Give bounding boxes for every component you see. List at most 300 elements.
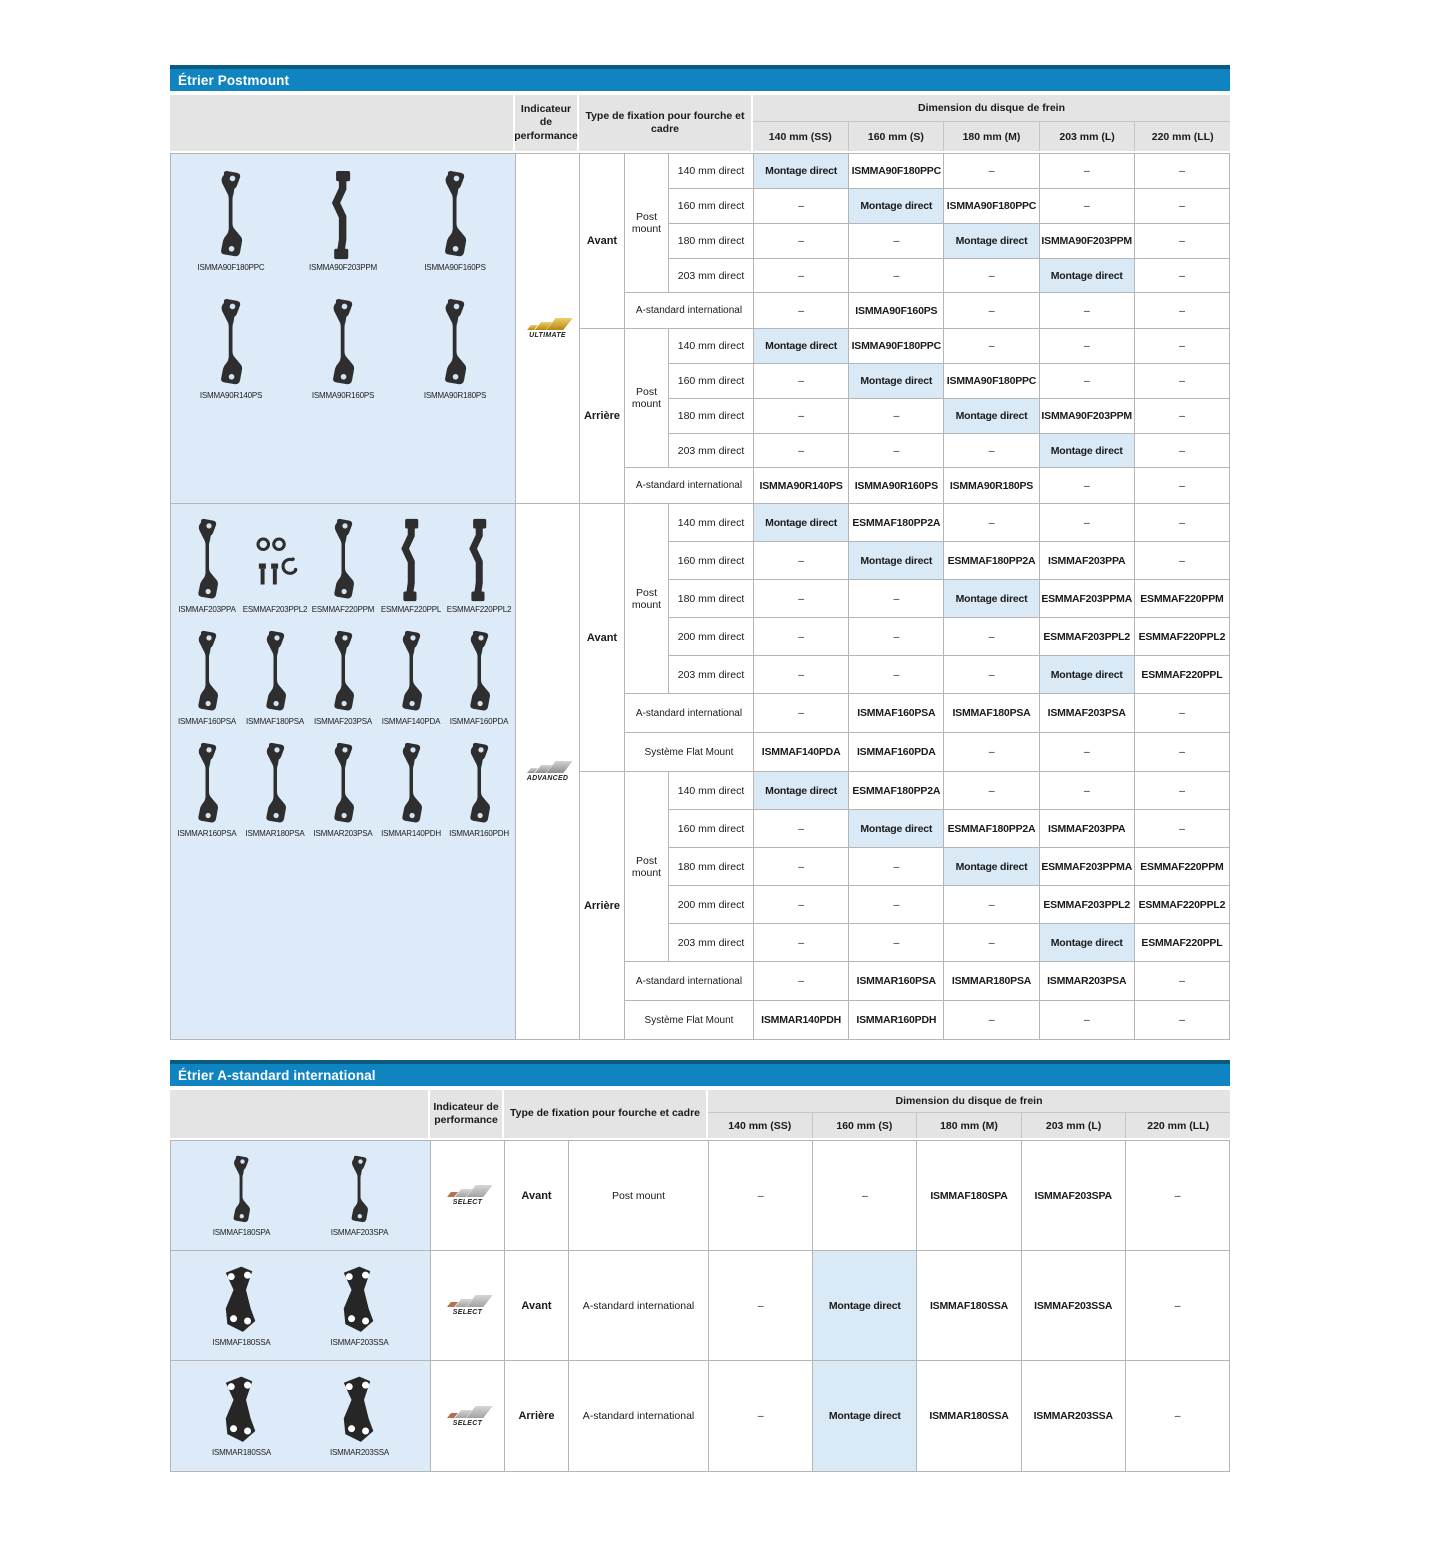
postmount-table — [170, 65, 1230, 1040]
orientation-label: Arrière — [580, 772, 625, 1039]
matrix-cell: ISMMA90F203PPM — [1040, 224, 1135, 258]
product-label: ESMMAF220PPL2 — [446, 605, 512, 614]
matrix-cell: Montage direct — [754, 772, 849, 809]
matrix-cell: – — [754, 886, 849, 923]
a-standard-table-body — [170, 1140, 1230, 1472]
matrix-cell: ESMMAF203PPL2 — [1040, 886, 1135, 923]
performance-indicator-cell — [431, 1361, 505, 1471]
adapter-image — [218, 1265, 265, 1335]
orientation-label: Avant — [580, 154, 625, 328]
matrix-row — [625, 293, 1229, 328]
orientation-label: Avant — [580, 504, 625, 771]
matrix-cell: – — [1179, 164, 1185, 177]
matrix-cell: ESMMAF203PPL2 — [1040, 618, 1135, 655]
product-label: ISMMA90F203PPM — [309, 263, 377, 272]
matrix-cell: Montage direct — [944, 224, 1039, 258]
matrix-cell: ISMMAR203PSA — [1040, 962, 1135, 1000]
disc-size-header: 160 mm (S) — [849, 122, 945, 151]
matrix-cell: – — [1179, 1014, 1185, 1027]
product-photo — [243, 630, 307, 726]
matrix-cell: ESMMAF180PP2A — [849, 772, 944, 809]
adapter-image — [324, 742, 363, 826]
product-row — [171, 630, 515, 726]
matrix-cell: – — [944, 329, 1039, 363]
adapter-image — [244, 518, 305, 602]
adapter-image — [210, 298, 251, 388]
caliper-row — [171, 1251, 1229, 1361]
a-standard-table — [170, 1060, 1230, 1472]
matrix-cell: ISMMAF180SPA — [917, 1141, 1021, 1250]
matrix-cell: – — [1179, 199, 1185, 212]
rotor-size-label: 200 mm direct — [669, 618, 754, 655]
product-label: ISMMAF180PSA — [245, 717, 305, 726]
matrix-cell: – — [1179, 444, 1185, 457]
matrix-cell: ISMMAF160PDA — [849, 733, 944, 771]
matrix-cell: ESMMAF180PP2A — [944, 810, 1039, 847]
rotor-size-label: 140 mm direct — [669, 329, 754, 363]
matrix-row — [669, 848, 1229, 886]
matrix-cell: ISMMAR203SSA — [1022, 1361, 1126, 1471]
product-photo — [447, 518, 511, 614]
product-label: ISMMAR203SSA — [330, 1448, 389, 1457]
product-gallery — [171, 1141, 431, 1250]
matrix-cell: ISMMA90F180PPC — [944, 189, 1039, 223]
product-gallery — [171, 1361, 431, 1471]
badge-arrows-icon — [447, 1185, 488, 1197]
badge-arrows-icon — [447, 1406, 488, 1418]
fixation-type-label: Système Flat Mount — [625, 1001, 754, 1039]
matrix-cell: ISMMA90R180PS — [944, 468, 1039, 503]
badge-label: SELECT — [452, 1309, 483, 1316]
disc-size-header: 220 mm (LL) — [1151, 130, 1214, 143]
matrix-cell: – — [1040, 504, 1135, 541]
matrix-cell: – — [944, 772, 1039, 809]
matrix-cell: – — [849, 656, 944, 693]
orientation-label: Arrière — [505, 1361, 569, 1471]
product-photo — [194, 1265, 289, 1347]
disc-size-header: 203 mm (L) — [1040, 122, 1136, 151]
postmount-table-title: Étrier Postmount — [170, 65, 1230, 91]
matrix-cell: – — [754, 656, 849, 693]
header-fixation-type: Type de fixation pour fourche et cadre — [504, 1090, 708, 1138]
product-photo — [312, 1375, 407, 1457]
rotor-size-label: 203 mm direct — [669, 656, 754, 693]
adapter-image — [188, 742, 227, 826]
adapter-image — [322, 170, 363, 260]
matrix-cell: ISMMAF203PSA — [1040, 694, 1135, 732]
matrix-row — [669, 399, 1229, 434]
product-gallery — [171, 504, 516, 1039]
rotor-size-label: 140 mm direct — [669, 504, 754, 541]
matrix-cell: – — [944, 259, 1039, 293]
fixation-type-label: A-standard international — [625, 293, 754, 328]
a-standard-table-header — [170, 1090, 1230, 1138]
matrix-cell: – — [754, 694, 849, 732]
product-photo — [403, 170, 507, 272]
product-photo — [194, 1155, 289, 1237]
product-photo — [175, 518, 239, 614]
a-standard-table-title: Étrier A-standard international — [170, 1060, 1230, 1086]
catalog-page — [170, 65, 1230, 1472]
matrix-cell: ISMMAF140PDA — [754, 733, 849, 771]
performance-badge-select — [447, 1295, 488, 1316]
matrix-row — [669, 542, 1229, 580]
matrix-cell: ISMMAF160PSA — [849, 694, 944, 732]
fixation-type-label: Système Flat Mount — [625, 733, 754, 771]
matrix-cell: – — [1040, 364, 1135, 398]
product-label: ISMMAF203PSA — [313, 717, 373, 726]
product-photo — [447, 742, 511, 838]
disc-size-header: 160 mm (S) — [813, 1113, 918, 1138]
fixation-type-label: Post mount — [569, 1141, 709, 1250]
matrix-cell: – — [944, 733, 1039, 771]
matrix-cell: Montage direct — [849, 189, 944, 223]
rotor-size-label: 180 mm direct — [669, 224, 754, 258]
matrix-cell: – — [754, 542, 849, 579]
matrix-cell: Montage direct — [754, 504, 849, 541]
postmount-table-body — [170, 153, 1230, 1040]
matrix-cell: – — [754, 293, 849, 328]
matrix-cell: – — [754, 810, 849, 847]
matrix-cell: – — [849, 259, 944, 293]
matrix-cell: – — [754, 962, 849, 1000]
matrix-cell: – — [754, 924, 849, 961]
rotor-size-label: 140 mm direct — [669, 772, 754, 809]
matrix-cell: – — [1174, 1299, 1181, 1312]
matrix-cell: – — [1040, 1001, 1135, 1039]
performance-badge-select — [447, 1406, 488, 1427]
adapter-image — [188, 630, 227, 714]
product-label: ISMMA90F180PPC — [197, 263, 265, 272]
matrix-cell: – — [709, 1251, 813, 1360]
matrix-cell: – — [1179, 374, 1185, 387]
header-disc-dimension-title: Dimension du disque de frein — [708, 1090, 1230, 1113]
header-disc-dimension — [753, 95, 1230, 151]
matrix-cell: – — [754, 189, 849, 223]
matrix-cell: – — [849, 580, 944, 617]
badge-arrows-icon — [527, 318, 568, 330]
matrix-row — [669, 259, 1229, 293]
product-gallery — [171, 154, 516, 503]
mount-type-label: Post mount — [625, 154, 669, 292]
matrix-cell: – — [944, 656, 1039, 693]
header-fixation-type: Type de fixation pour fourche et cadre — [579, 95, 753, 151]
matrix-cell: – — [813, 1141, 917, 1250]
adapter-image — [188, 518, 227, 602]
performance-indicator-cell — [516, 504, 580, 1039]
matrix-cell: – — [754, 364, 849, 398]
disc-size-header: 220 mm (LL) — [1147, 1119, 1210, 1132]
adapter-image — [324, 518, 363, 602]
matrix-cell: – — [754, 580, 849, 617]
product-gallery — [171, 1251, 431, 1360]
adapter-image — [460, 518, 499, 602]
matrix-cell: ESMMAF203PPMA — [1040, 848, 1135, 885]
adapter-image — [218, 1375, 265, 1445]
matrix-cell: ESMMAF220PPL — [1141, 668, 1223, 681]
product-photo — [379, 742, 443, 838]
matrix-cell: – — [849, 886, 944, 923]
matrix-row — [669, 364, 1229, 399]
header-empty-cell — [170, 95, 515, 151]
matrix-cell: ESMMAF220PPM — [1140, 592, 1224, 605]
matrix-cell: ISMMAF180SSA — [917, 1251, 1021, 1360]
orientation-label: Avant — [505, 1141, 569, 1250]
product-label: ISMMAF203SSA — [330, 1337, 389, 1347]
matrix-cell: ESMMAF203PPMA — [1040, 580, 1135, 617]
matrix-cell: – — [1040, 468, 1135, 503]
matrix-cell: ISMMAF203SSA — [1022, 1251, 1126, 1360]
product-photo — [447, 630, 511, 726]
matrix-cell: – — [754, 399, 849, 433]
adapter-image — [210, 170, 251, 260]
matrix-cell: – — [1179, 409, 1185, 422]
orientation-group — [580, 772, 1229, 1039]
matrix-cell: ISMMA90F180PPC — [849, 154, 944, 188]
adapter-image — [392, 742, 431, 826]
product-label: ISMMA90R160PS — [311, 391, 375, 400]
matrix-cell: – — [1179, 554, 1185, 567]
disc-size-header: 203 mm (L) — [1022, 1113, 1127, 1138]
matrix-cell: – — [849, 924, 944, 961]
matrix-cell: ESMMAF220PPL2 — [1138, 898, 1226, 911]
mount-type-label: Post mount — [625, 772, 669, 961]
product-label: ISMMAF180SPA — [212, 1227, 271, 1237]
product-label: ISMMA90F160PS — [424, 263, 486, 272]
matrix-cell: – — [1179, 234, 1185, 247]
matrix-cell: ESMMAF220PPM — [1140, 860, 1224, 873]
rotor-size-label: 160 mm direct — [669, 189, 754, 223]
performance-badge-advanced — [527, 761, 569, 782]
matrix-cell: Montage direct — [944, 580, 1039, 617]
matrix-row — [669, 924, 1229, 961]
badge-label: ADVANCED — [526, 775, 569, 782]
product-label: ISMMAR160PSA — [177, 829, 237, 838]
matrix-cell: – — [1179, 479, 1185, 492]
matrix-cell: – — [944, 293, 1039, 328]
matrix-cell: – — [849, 848, 944, 885]
matrix-row — [669, 329, 1229, 364]
matrix-cell: Montage direct — [813, 1251, 917, 1360]
matrix-cell: – — [1040, 154, 1135, 188]
adapter-image — [322, 298, 363, 388]
matrix-cell: – — [754, 259, 849, 293]
matrix-row — [669, 810, 1229, 848]
matrix-cell: – — [1179, 784, 1185, 797]
product-photo — [175, 742, 239, 838]
performance-section — [171, 504, 1229, 1039]
matrix-cell: – — [1179, 516, 1185, 529]
matrix-cell: – — [1040, 293, 1135, 328]
matrix-cell: – — [944, 504, 1039, 541]
matrix-cell: ISMMAR160PDH — [849, 1001, 944, 1039]
performance-badge-select — [447, 1185, 488, 1206]
matrix-cell: ESMMAF180PP2A — [849, 504, 944, 541]
product-label: ESMMAF220PPM — [311, 605, 375, 614]
rotor-size-label: 203 mm direct — [669, 924, 754, 961]
product-label: ISMMA90R140PS — [199, 391, 263, 400]
matrix-cell: Montage direct — [944, 399, 1039, 433]
matrix-cell: ISMMAF180PSA — [944, 694, 1039, 732]
matrix-row — [669, 618, 1229, 656]
matrix-cell: ISMMA90F180PPC — [944, 364, 1039, 398]
matrix-cell: – — [849, 618, 944, 655]
matrix-cell: – — [1179, 304, 1185, 317]
matrix-cell: Montage direct — [849, 810, 944, 847]
matrix-cell: – — [944, 924, 1039, 961]
rotor-size-label: 203 mm direct — [669, 259, 754, 293]
matrix-cell: ESMMAF220PPL — [1141, 936, 1223, 949]
orientation-group — [580, 154, 1229, 329]
rotor-size-label: 140 mm direct — [669, 154, 754, 188]
mount-type-label: Post mount — [625, 329, 669, 467]
disc-size-header: 180 mm (M) — [917, 1113, 1022, 1138]
matrix-cell: ISMMAR160PSA — [849, 962, 944, 1000]
matrix-cell: – — [944, 154, 1039, 188]
product-label: ISMMAF160PDA — [449, 717, 509, 726]
product-photo — [179, 298, 283, 400]
adapter-image — [324, 630, 363, 714]
product-row — [171, 518, 515, 614]
adapter-image — [256, 742, 295, 826]
product-photo — [312, 1265, 407, 1347]
performance-indicator-cell — [431, 1251, 505, 1360]
adapter-image — [225, 1155, 257, 1225]
fixation-type-label: A-standard international — [569, 1361, 709, 1471]
product-label: ISMMAR180PSA — [245, 829, 305, 838]
product-photo — [291, 170, 395, 272]
matrix-row — [669, 154, 1229, 189]
product-row — [171, 298, 515, 400]
header-disc-size-row — [708, 1113, 1230, 1138]
performance-section — [171, 154, 1229, 504]
product-label: ESMMAF220PPL — [380, 605, 442, 614]
product-label: ISMMAR203PSA — [313, 829, 373, 838]
matrix-row — [669, 580, 1229, 618]
disc-size-header: 180 mm (M) — [944, 122, 1040, 151]
matrix-cell: – — [944, 1001, 1039, 1039]
matrix-row — [669, 772, 1229, 810]
rotor-size-label: 200 mm direct — [669, 886, 754, 923]
rotor-size-label: 180 mm direct — [669, 580, 754, 617]
product-photo — [403, 298, 507, 400]
matrix-cell: – — [754, 618, 849, 655]
product-label: ISMMAR160PDH — [449, 829, 509, 838]
matrix-cell: – — [849, 399, 944, 433]
matrix-cell: Montage direct — [944, 848, 1039, 885]
rotor-size-label: 203 mm direct — [669, 434, 754, 468]
matrix-cell: – — [944, 618, 1039, 655]
product-row — [171, 742, 515, 838]
matrix-cell: Montage direct — [849, 542, 944, 579]
matrix-cell: ISMMA90R140PS — [754, 468, 849, 503]
matrix-cell: ISMMAR180PSA — [944, 962, 1039, 1000]
adapter-image — [343, 1155, 375, 1225]
product-label: ISMMAF203PPA — [178, 605, 236, 614]
matrix-row — [625, 1001, 1229, 1039]
matrix-cell: – — [1179, 746, 1185, 759]
matrix-cell: – — [849, 224, 944, 258]
matrix-cell: ISMMAF203PPA — [1040, 542, 1135, 579]
badge-arrows-icon — [447, 1295, 488, 1307]
orientation-label: Arrière — [580, 329, 625, 503]
product-row — [171, 170, 515, 272]
product-label: ISMMAF203SPA — [330, 1227, 389, 1237]
matrix-cell: – — [1179, 269, 1185, 282]
matrix-row — [625, 468, 1229, 503]
product-photo — [312, 1155, 407, 1237]
adapter-image — [434, 170, 475, 260]
rotor-size-label: 160 mm direct — [669, 364, 754, 398]
matrix-cell: – — [1040, 772, 1135, 809]
product-label: ISMMAR180SSA — [212, 1448, 271, 1457]
rotor-size-label: 180 mm direct — [669, 848, 754, 885]
product-label: ISMMAF160PSA — [177, 717, 237, 726]
product-label: ISMMA90R180PS — [423, 391, 487, 400]
product-photo — [311, 742, 375, 838]
matrix-cell: – — [1040, 733, 1135, 771]
matrix-row — [625, 733, 1229, 771]
matrix-cell: – — [709, 1141, 813, 1250]
product-photo — [311, 630, 375, 726]
matrix-cell: – — [944, 886, 1039, 923]
matrix-cell: – — [709, 1361, 813, 1471]
matrix-cell: – — [1174, 1410, 1181, 1422]
adapter-image — [336, 1265, 383, 1335]
product-photo — [311, 518, 375, 614]
matrix-cell: ISMMAF203SPA — [1022, 1141, 1126, 1250]
mount-type-label: Post mount — [625, 504, 669, 693]
product-label: ESMMAF203PPL2 — [242, 605, 308, 614]
disc-size-header: 140 mm (SS) — [708, 1113, 813, 1138]
header-empty-cell — [170, 1090, 430, 1138]
matrix-row — [669, 504, 1229, 542]
matrix-cell: – — [1040, 189, 1135, 223]
postmount-table-header — [170, 95, 1230, 151]
matrix-cell: Montage direct — [1040, 656, 1135, 693]
header-performance-indicator: Indicateur de performance — [430, 1090, 504, 1138]
adapter-image — [460, 742, 499, 826]
adapter-image — [256, 630, 295, 714]
rotor-size-label: 180 mm direct — [669, 399, 754, 433]
matrix-cell: ISMMA90F160PS — [849, 293, 944, 328]
matrix-row — [669, 434, 1229, 468]
orientation-group — [580, 504, 1229, 772]
matrix-cell: – — [1179, 822, 1185, 835]
product-label: ISMMAF140PDA — [381, 717, 441, 726]
badge-arrows-icon — [527, 761, 569, 773]
matrix-cell: Montage direct — [1040, 259, 1135, 293]
fixation-type-label: A-standard international — [569, 1251, 709, 1360]
rotor-size-label: 160 mm direct — [669, 542, 754, 579]
matrix-cell: – — [754, 224, 849, 258]
matrix-cell: – — [754, 434, 849, 468]
matrix-cell: Montage direct — [754, 329, 849, 363]
matrix-cell: – — [1174, 1189, 1181, 1202]
product-photo — [194, 1375, 289, 1457]
matrix-row — [625, 962, 1229, 1001]
matrix-cell: – — [1179, 707, 1185, 720]
badge-label: ULTIMATE — [529, 332, 566, 339]
product-photo — [243, 742, 307, 838]
matrix-cell: Montage direct — [754, 154, 849, 188]
matrix-row — [669, 886, 1229, 924]
matrix-cell: – — [1040, 329, 1135, 363]
matrix-cell: – — [849, 434, 944, 468]
matrix-cell: Montage direct — [1040, 434, 1135, 468]
product-label: ISMMAF180SSA — [212, 1337, 271, 1347]
product-photo — [175, 630, 239, 726]
